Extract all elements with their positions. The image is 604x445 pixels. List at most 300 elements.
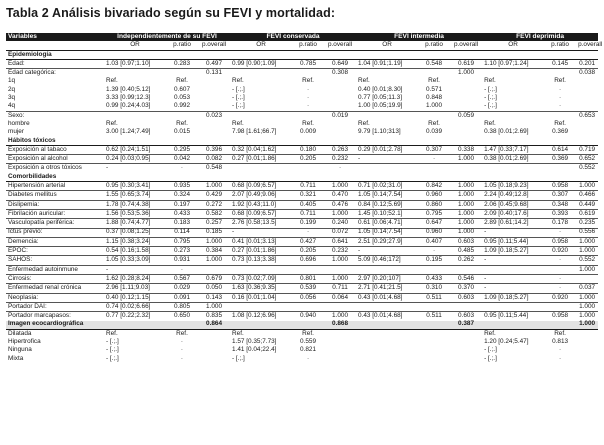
p-overall-cell [324,77,356,85]
or-cell: 3.00 [1.24;7.49] [106,128,151,136]
p-ratio-cell [544,265,576,274]
p-ratio-cell: 0.197 [166,200,198,209]
p-overall-cell: 0.641 [324,237,356,246]
or-cell: 1.00 [0.05;19.9] [356,102,418,111]
or-cell: 0.95 [0.11;5.44] [484,312,529,320]
p-ratio-cell: · [544,284,576,293]
table-row [6,329,598,338]
or-cell: - [.;.] [484,346,497,354]
variable-label: Exposición al alcohol [6,155,104,164]
p-overall-cell: 0.263 [324,145,356,154]
or-cell: - [106,164,109,172]
p-overall-cell [198,86,230,94]
p-ratio-cell: 0.821 [300,346,317,354]
p-ratio-cell: 0.795 [418,209,450,218]
p-overall-cell [576,275,598,284]
p-ratio-cell: 0.935 [166,182,198,191]
table-row [6,209,598,218]
p-ratio-cell: 0.407 [418,237,450,246]
p-ratio-cell: 0.548 [418,59,450,68]
p-overall-cell: 0.050 [198,284,230,293]
p-ratio-cell: 0.324 [166,191,198,200]
p-ratio-cell: Ref. [554,77,566,85]
variable-label: Enfermedad autoinmune [6,265,104,274]
or-cell: 2.07 [0.49;9.06] [230,191,292,200]
p-ratio-cell: 0.801 [292,275,324,284]
empty-cell [482,137,544,146]
p-overall-cell: 0.232 [324,247,356,256]
variable-label: Sexo: [8,111,25,119]
p-ratio-cell: 0.183 [166,219,198,228]
table-row [6,355,598,363]
subheader-or: OR [482,41,544,50]
p-overall-cell: 0.384 [198,247,230,256]
p-ratio-cell: 0.433 [166,209,198,218]
table-row [6,94,598,102]
or-cell: - [.;.] [230,102,292,111]
p-overall-cell [198,355,230,363]
or-cell [356,346,418,354]
or-cell: 1.08 [0.12;6.96] [232,312,277,320]
variable-label: Enfermedad renal crónica [6,284,104,293]
p-ratio-cell: 0.369 [544,155,576,164]
p-ratio-cell: 0.696 [292,256,324,265]
p-overall-cell: 0.308 [332,69,349,77]
variable-label: hombre [8,119,30,127]
or-cell: - [.;.] [484,94,497,102]
empty-cell [450,173,482,182]
or-cell [356,321,418,330]
p-ratio-cell [166,69,198,78]
p-ratio-cell: 0.091 [166,293,198,302]
p-overall-cell: 0.679 [198,275,230,284]
p-overall-cell [450,302,482,311]
p-overall-cell [324,94,356,102]
or-cell [356,111,418,120]
group-header-intermedia: FEVI intermedia [356,33,482,41]
p-overall-cell: 0.185 [198,228,230,237]
p-overall-cell: 0.719 [576,145,598,154]
variable-label: Edad: [6,59,104,68]
p-overall-cell [576,102,598,111]
or-cell [356,265,418,274]
p-ratio-cell: 0.860 [418,200,450,209]
table-row [6,182,598,191]
or-cell: - [356,155,418,164]
or-cell: 1.04 [0.91;1.19] [356,59,418,68]
p-ratio-cell [292,111,324,120]
or-cell: Ref. [232,119,244,127]
table-row [6,312,598,321]
p-overall-cell: 0.582 [198,209,230,218]
p-overall-cell: 0.619 [450,59,482,68]
p-overall-cell [450,102,482,111]
or-cell: Ref. [484,77,496,85]
or-cell: Ref. [232,77,244,85]
subheader-pratio: p.ratio [418,41,450,50]
table-row [6,237,598,246]
empty-cell [418,137,450,146]
subheader-pratio: p.ratio [292,41,324,50]
subheader-or: OR [104,41,166,50]
p-overall-cell: 1.000 [324,182,356,191]
variable-label: Dislipemia: [6,200,104,209]
variable-label: Vasculopatía periférica: [6,219,104,228]
p-ratio-cell: 0.711 [292,209,324,218]
subheader-poverall: p.overall [578,41,603,49]
p-overall-cell: 1.000 [324,275,356,284]
p-ratio-cell: · [166,265,198,274]
p-ratio-cell: 0.145 [544,59,576,68]
or-cell: - [104,265,166,274]
p-ratio-cell: · [544,102,576,111]
p-overall-cell: 0.396 [198,145,230,154]
or-cell: 0.99 [0.90;1.09] [230,59,292,68]
p-overall-cell: 0.240 [324,219,356,228]
p-ratio-cell: Ref. [176,329,188,337]
or-cell: 0.41 [0.01;3.13] [230,237,292,246]
p-overall-cell: 1.000 [450,155,482,164]
p-ratio-cell: · [180,338,184,346]
or-cell [230,265,292,274]
p-overall-cell: 0.023 [206,111,223,119]
p-ratio-cell: 0.571 [426,85,443,93]
p-overall-cell: 1.000 [579,312,596,320]
table-row [6,191,598,200]
p-overall-cell: 0.059 [458,111,475,119]
p-ratio-cell: 0.960 [418,228,450,237]
p-overall-cell: 0.868 [324,321,356,330]
or-cell: 0.71 [0.02;31.0] [356,182,418,191]
or-cell: 1.62 [0.28;8.24] [104,275,166,284]
p-overall-cell: 0.546 [450,275,482,284]
section-header-row [6,173,598,182]
variable-label: EPOC: [6,247,104,256]
table-row [6,86,598,94]
section-header-row [6,321,598,330]
or-cell: 0.84 [0.12;5.69] [356,200,418,209]
p-overall-cell [198,128,230,136]
or-cell: 0.68 [0.09;6.57] [230,209,292,218]
or-cell: - [.;.] [106,346,119,354]
p-ratio-cell: 0.283 [166,59,198,68]
p-ratio-cell: 0.813 [552,338,569,346]
p-ratio-cell [418,265,450,274]
section-header-row [6,137,598,146]
p-ratio-cell [418,69,450,78]
p-ratio-cell: 0.307 [418,145,450,154]
group-header-all: Independientemente de su FEVI [104,33,230,41]
p-ratio-cell: 0.559 [300,338,317,346]
or-cell [482,302,544,311]
or-cell: 1.05 [0.14;7.54] [356,191,418,200]
p-ratio-cell: · [558,94,562,102]
or-cell: 1.63 [0.36;9.35] [230,284,292,293]
p-overall-cell: 0.603 [450,293,482,302]
or-cell [230,302,292,311]
or-cell: 1.78 [0.74;4.38] [104,200,166,209]
p-overall-cell: 0.835 [206,312,223,320]
p-ratio-cell [292,265,324,274]
p-ratio-cell: 0.405 [292,200,324,209]
p-overall-cell: 0.864 [198,321,230,330]
p-ratio-cell [418,111,450,120]
empty-cell [104,50,166,59]
p-ratio-cell: · [306,354,310,362]
p-ratio-cell: 0.205 [292,247,324,256]
subheader-poverall: p.overall [450,41,482,50]
p-overall-cell [324,128,356,136]
p-overall-cell: 1.000 [450,182,482,191]
or-cell: 1.05 [0.33;3.09] [104,256,166,265]
p-ratio-cell: 0.321 [292,191,324,200]
variable-label: 3q [8,94,16,102]
or-cell: 3.33 [0.99;12.3] [106,94,151,102]
empty-cell [482,50,544,59]
p-ratio-cell: 0.992 [166,102,198,111]
or-cell: 0.29 [0.01;2.78] [356,145,418,154]
variable-label: Cirrosis: [6,275,104,284]
p-overall-cell: 0.262 [450,256,482,265]
or-cell: - [.;.] [484,85,497,93]
table-row [6,59,598,68]
p-overall-cell [198,120,230,128]
p-overall-cell [324,265,356,274]
section-label: Hábitos tóxicos [6,137,104,146]
variable-label: SAHOS: [6,256,104,265]
p-ratio-cell: 0.009 [300,128,317,136]
empty-cell [324,137,356,146]
p-ratio-cell: 0.607 [174,85,190,93]
table-row [6,120,598,128]
p-ratio-cell: · [544,256,576,265]
p-overall-cell: 0.387 [450,321,482,330]
or-cell: 1.56 [0.53;5.36] [104,209,166,218]
p-ratio-cell: · [306,85,310,93]
or-cell: - [.;.] [232,354,245,362]
p-ratio-cell: 0.958 [544,182,576,191]
or-cell: 1.39 [0.40;5.12] [106,85,151,93]
p-overall-cell [198,346,230,354]
p-ratio-cell: 0.015 [174,128,190,136]
p-overall-cell: 1.000 [576,182,598,191]
or-cell: 1.20 [0.24;5.47] [484,338,529,346]
p-ratio-cell: 1.000 [418,102,450,111]
section-label: Imagen ecocardiográfica [6,321,104,330]
or-cell: 1.47 [0.33;7.17] [482,145,544,154]
or-cell: 0.38 [0.01;2.69] [484,128,529,136]
p-ratio-cell: Ref. [428,119,440,127]
p-overall-cell: 0.338 [450,145,482,154]
p-ratio-cell: 0.056 [292,293,324,302]
subheader-pratio: p.ratio [166,41,198,50]
p-ratio-cell: 0.931 [166,256,198,265]
or-cell [104,321,166,330]
p-ratio-cell: · [558,85,562,93]
or-cell: - [482,228,544,237]
p-overall-cell: 0.019 [332,111,349,119]
p-ratio-cell: 0.205 [292,155,324,164]
table-row [6,338,598,346]
variable-label: Hipertensión arterial [6,182,104,191]
p-ratio-cell: 0.650 [174,312,190,320]
p-ratio-cell: 0.195 [418,256,450,265]
p-ratio-cell [418,346,450,354]
p-ratio-cell: 0.805 [166,302,198,311]
p-ratio-cell: 0.960 [418,191,450,200]
p-overall-cell: 0.548 [206,164,223,172]
p-overall-cell: 0.131 [206,69,223,77]
or-cell: 0.73 [0.13;3.38] [230,256,292,265]
p-overall-cell [198,77,230,85]
variable-label: Mixta [8,354,24,362]
p-ratio-cell: · [292,102,324,111]
p-overall-cell: 1.000 [576,302,598,311]
or-cell: 0.16 [0.01;1.04] [230,293,292,302]
or-cell [482,69,544,78]
or-cell: 0.40 [0.01;8.30] [358,85,403,93]
p-overall-cell [450,86,482,94]
empty-cell [544,173,576,182]
or-cell: - [482,256,544,265]
empty-cell [482,173,544,182]
p-ratio-cell: 0.539 [292,284,324,293]
or-cell: - [.;.] [106,354,119,362]
p-overall-cell [198,265,230,274]
or-cell: Ref. [106,329,118,337]
empty-cell [198,137,230,146]
or-cell [356,69,418,78]
empty-cell [544,137,576,146]
p-ratio-cell [418,338,450,346]
p-ratio-cell [418,164,450,173]
p-ratio-cell [544,302,576,311]
p-overall-cell: 0.485 [450,247,482,256]
empty-cell [450,137,482,146]
or-cell [230,69,292,78]
or-cell [104,111,166,120]
p-overall-cell [576,77,598,85]
p-ratio-cell: Ref. [176,77,188,85]
variable-label: 1q [8,77,16,85]
variable-label: Dilatada [8,329,32,337]
p-overall-cell [576,120,598,128]
or-cell: - [356,247,418,256]
empty-cell [166,137,198,146]
or-cell: 2.51 [0.29;27.9] [356,237,418,246]
subheader-or: OR [230,41,292,50]
table-row [6,145,598,154]
p-ratio-cell: Ref. [302,119,314,127]
or-cell: 0.27 [0.01;1.86] [230,155,292,164]
empty-cell [166,173,198,182]
or-cell: 1.41 [0.04;22.4] [232,346,277,354]
p-ratio-cell [292,302,324,311]
variable-label: 4q [6,102,104,111]
or-cell: 2.89 [0.61;14.2] [482,219,544,228]
bivariate-analysis-table [6,32,603,363]
p-overall-cell [324,338,356,346]
empty-cell [166,50,198,59]
p-ratio-cell: 0.348 [544,200,576,209]
section-label: Comorbilidades [6,173,104,182]
p-ratio-cell: Ref. [554,329,566,337]
p-overall-cell: 1.000 [576,293,598,302]
p-ratio-cell: 0.199 [292,219,324,228]
or-cell: - [230,228,292,237]
variable-label: 2q [8,85,16,93]
or-cell: 2.76 [0.58;13.5] [230,219,292,228]
empty-cell [356,137,418,146]
p-overall-cell: 1.000 [576,265,598,274]
p-ratio-cell: 0.785 [292,59,324,68]
or-cell: 0.73 [0.02;7.09] [230,275,292,284]
p-overall-cell [576,329,598,338]
p-ratio-cell: · [544,228,576,237]
or-cell: 0.99 [0.24;4.03] [104,102,166,111]
p-overall-cell: 0.466 [576,191,598,200]
variable-label: Ninguna [8,346,32,354]
p-ratio-cell: · [180,346,184,354]
p-ratio-cell: Ref. [302,77,314,85]
p-overall-cell [450,77,482,85]
or-cell: - [.;.] [232,94,245,102]
or-cell [230,111,292,120]
p-ratio-cell: 0.427 [292,237,324,246]
p-overall-cell: 0.552 [579,164,596,172]
or-cell: 1.09 [0.18;5.27] [482,247,544,256]
p-overall-cell: 0.552 [576,256,598,265]
variable-label: Portador DAI: [6,302,104,311]
p-ratio-cell [166,321,198,330]
empty-cell [576,137,598,146]
table-row [6,164,598,173]
p-overall-cell: 1.000 [450,200,482,209]
p-overall-cell [450,355,482,363]
or-cell: 0.74 [0.02;6.66] [104,302,166,311]
or-cell: 1.45 [0.10;52.1] [356,209,418,218]
p-ratio-cell [292,69,324,78]
group-header-row [6,33,598,41]
empty-cell [198,50,230,59]
p-ratio-cell: 0.711 [292,182,324,191]
or-cell: 9.79 [1.10;313] [358,128,401,136]
table-row [6,69,598,78]
p-ratio-cell: 0.307 [544,191,576,200]
p-ratio-cell: · [292,228,324,237]
p-overall-cell: 0.603 [458,312,475,320]
p-overall-cell [324,329,356,338]
p-ratio-cell [544,111,576,120]
or-cell: 1.57 [0.35;7.73] [232,338,277,346]
table-row [6,111,598,120]
p-overall-cell: 1.000 [324,256,356,265]
or-cell: - [.;.] [482,102,544,111]
p-overall-cell [324,302,356,311]
variable-label: Hipertrofica [8,338,41,346]
or-cell: 0.27 [0.01;1.86] [230,247,292,256]
group-header-deprimida: FEVI deprimida [482,33,598,41]
p-ratio-cell [292,164,324,173]
p-ratio-cell: 0.614 [544,145,576,154]
table-row [6,155,598,164]
table-row [6,200,598,209]
p-overall-cell: 0.072 [324,228,356,237]
p-ratio-cell: Ref. [302,329,314,337]
variable-label: mujer [8,128,24,136]
p-overall-cell: · [338,164,342,172]
p-ratio-cell [544,164,576,173]
